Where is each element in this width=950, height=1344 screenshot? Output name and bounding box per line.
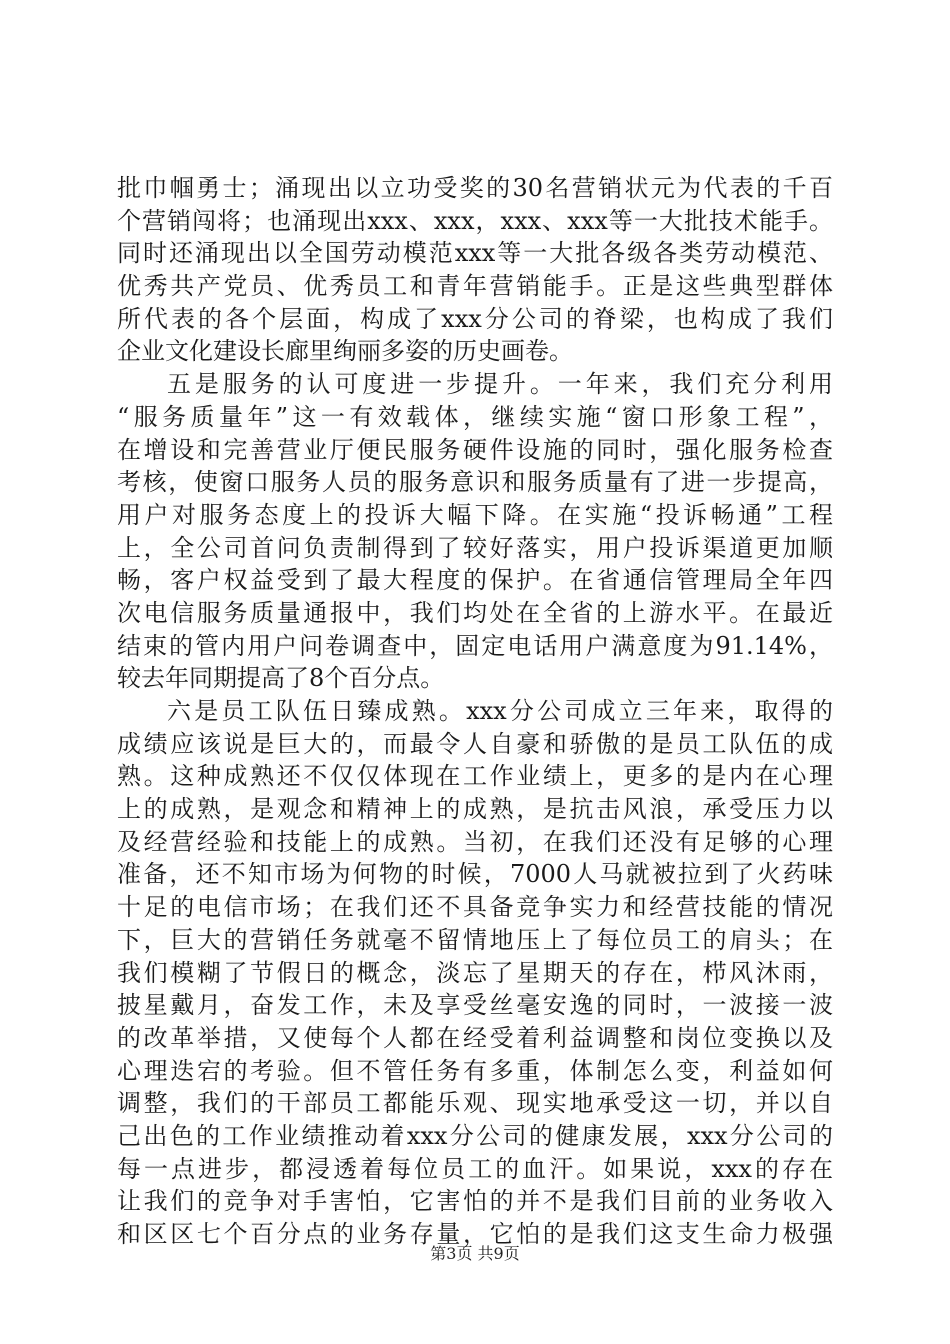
text-line: 让我们的竞争对手害怕，它害怕的并不是我们目前的业务收入 xyxy=(117,1187,833,1216)
text-line: 和区区七个百分点的业务存量，它怕的是我们这支生命力极强 xyxy=(117,1220,833,1248)
text-line: 上，全公司首问负责制得到了较好落实，用户投诉渠道更加顺 xyxy=(117,533,833,562)
text-line: 结束的管内用户问卷调查中，固定电话用户满意度为91.14%， xyxy=(117,631,833,660)
text-line: 下，巨大的营销任务就毫不留情地压上了每位员工的肩头；在 xyxy=(117,925,833,954)
document-body xyxy=(117,172,833,1251)
text-line: 己出色的工作业绩推动着xxx分公司的健康发展，xxx分公司的 xyxy=(117,1121,833,1150)
text-line: 心理迭宕的考验。但不管任务有多重，体制怎么变，利益如何 xyxy=(117,1056,833,1085)
text-line: 用户对服务态度上的投诉大幅下降。在实施“投诉畅通”工程 xyxy=(117,500,833,529)
text-line: 熟。这种成熟还不仅仅体现在工作业绩上，更多的是内在心理 xyxy=(117,762,833,791)
text-line: 所代表的各个层面，构成了xxx分公司的脊梁，也构成了我们 xyxy=(117,304,833,333)
text-line: 五是服务的认可度进一步提升。一年来，我们充分利用 xyxy=(167,370,833,399)
text-line: “服务质量年”这一有效载体，继续实施“窗口形象工程”， xyxy=(117,402,833,431)
text-line: 批巾帼勇士；涌现出以立功受奖的30名营销状元为代表的千百 xyxy=(117,174,833,202)
text-line: 考核，使窗口服务人员的服务意识和服务质量有了进一步提高， xyxy=(117,468,833,497)
text-line: 调整，我们的干部员工都能乐观、现实地承受这一切，并以自 xyxy=(117,1089,833,1118)
text-line: 我们模糊了节假日的概念，淡忘了星期天的存在，栉风沐雨， xyxy=(117,958,833,987)
text-line: 六是员工队伍日臻成熟。xxx分公司成立三年来，取得的 xyxy=(167,697,833,725)
text-line: 企业文化建设长廊里绚丽多姿的历史画卷。 xyxy=(117,337,573,366)
text-line: 同时还涌现出以全国劳动模范xxx等一大批各级各类劳动模范、 xyxy=(117,239,833,268)
text-line: 成绩应该说是巨大的，而最令人自豪和骄傲的是员工队伍的成 xyxy=(117,729,833,758)
paragraph-women-heroes xyxy=(117,172,833,368)
text-line: 每一点进步，都浸透着每位员工的血汗。如果说，xxx的存在 xyxy=(117,1154,833,1183)
text-line: 准备，还不知市场为何物的时候，7000人马就被拉到了火药味 xyxy=(117,860,833,889)
paragraph-service-recognition xyxy=(117,368,833,695)
text-line: 在增设和完善营业厅便民服务硬件设施的同时，强化服务检查 xyxy=(117,435,833,464)
text-line: 上的成熟，是观念和精神上的成熟，是抗击风浪，承受压力以 xyxy=(117,795,833,824)
text-line: 的改革举措，又使每个人都在经受着利益调整和岗位变换以及 xyxy=(117,1023,833,1052)
text-line: 畅，客户权益受到了最大程度的保护。在省通信管理局全年四 xyxy=(117,566,833,595)
text-line: 较去年同期提高了8个百分点。 xyxy=(117,664,445,693)
text-line: 优秀共产党员、优秀员工和青年营销能手。正是这些典型群体 xyxy=(117,272,833,301)
text-line: 次电信服务质量通报中，我们均处在全省的上游水平。在最近 xyxy=(117,598,833,627)
text-line: 披星戴月，奋发工作，未及享受丝毫安逸的同时，一波接一波 xyxy=(117,991,833,1020)
paragraph-staff-maturity xyxy=(117,695,833,1251)
text-line: 十足的电信市场；在我们还不具备竞争实力和经营技能的情况 xyxy=(117,893,833,922)
text-line: 个营销闯将；也涌现出xxx、xxx，xxx、xxx等一大批技术能手。 xyxy=(117,206,833,235)
page-number-footer: 第3页 共9页 xyxy=(430,1244,520,1263)
text-line: 及经营经验和技能上的成熟。当初，在我们还没有足够的心理 xyxy=(117,827,833,856)
